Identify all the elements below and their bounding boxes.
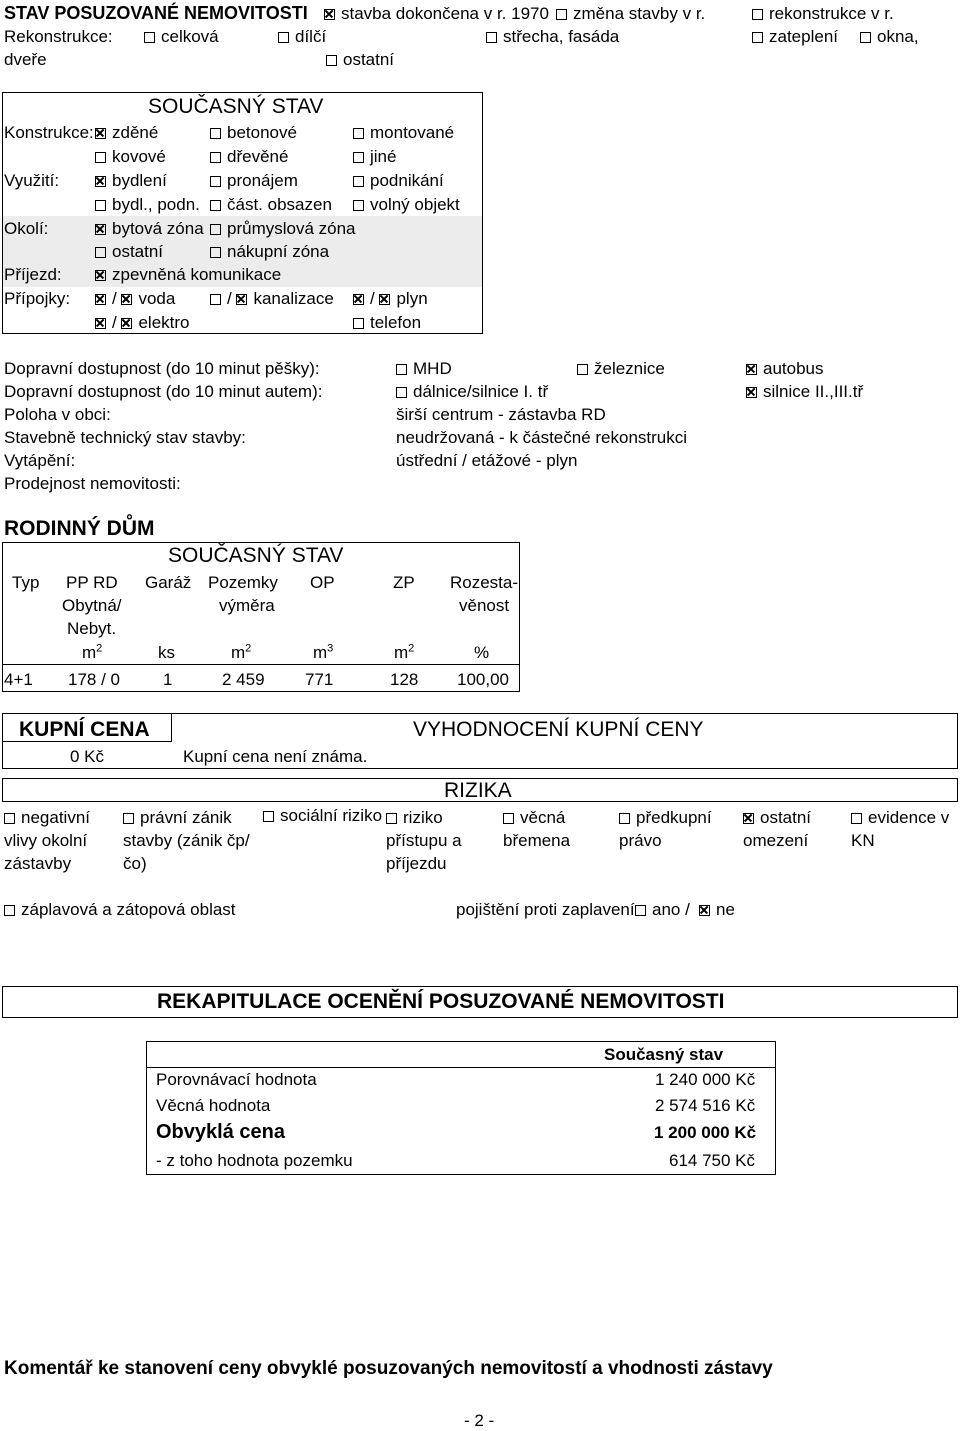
checkbox-icon[interactable] (486, 32, 497, 43)
rd-title: RODINNÝ DŮM (4, 517, 155, 540)
checkbox-icon[interactable] (353, 128, 364, 139)
okoli-label: Okolí: (4, 219, 49, 238)
walk-autobus[interactable]: autobus (746, 359, 824, 379)
okoli-prumyslova[interactable]: průmyslová zóna (210, 219, 356, 239)
checkbox-icon[interactable] (210, 294, 221, 305)
insurance-ne[interactable]: ne (699, 900, 735, 920)
checkbox-icon[interactable] (210, 176, 221, 187)
checkbox-icon[interactable] (326, 55, 337, 66)
rd-unit-roz: % (474, 643, 490, 662)
walk-label: Dopravní dostupnost (do 10 minut pěšky): (4, 359, 320, 378)
price-title: KUPNÍ CENA (19, 718, 150, 741)
pripojky-plyn[interactable]: / plyn (353, 289, 428, 309)
konstrukce-betonove[interactable]: betonové (210, 123, 297, 143)
risk-evidence-kn[interactable]: evidence v KN (851, 808, 950, 850)
risk-negativni[interactable]: negativní vlivy okolní zástavby (4, 808, 90, 873)
rek-celkova[interactable]: celková (144, 27, 219, 47)
rd-h-pprd: PP RD (66, 573, 118, 592)
checkbox-icon[interactable] (396, 387, 407, 398)
checked-checkbox-icon[interactable] (121, 318, 132, 329)
rd-h-zp: ZP (393, 573, 415, 592)
rd-unit-pprd: $m^2$ (82, 642, 103, 662)
checkbox-icon[interactable] (263, 811, 274, 822)
recap-label-porovnavaci: Porovnávací hodnota (156, 1070, 317, 1089)
rd-subtitle: SOUČASNÝ STAV (168, 544, 344, 567)
rd-h-pprd2: Obytná/ (62, 596, 122, 615)
stav-label: Stavebně technický stav stavby: (4, 428, 246, 447)
rd-h-op: OP (310, 573, 335, 592)
checkbox-icon[interactable] (278, 32, 289, 43)
car-silnice[interactable]: silnice II.,III.tř (746, 382, 863, 402)
page-number: - 2 - (464, 1411, 495, 1430)
rd-h-pprd3: Nebyt. (67, 619, 117, 638)
vyuziti-podnikani[interactable]: podnikání (353, 171, 444, 191)
rek-zatepleni[interactable]: zateplení (752, 27, 838, 47)
poloha-label: Poloha v obci: (4, 405, 111, 424)
recap-value-vecna: 2 574 516 Kč (655, 1096, 756, 1115)
vyuziti-bydleni[interactable]: bydlení (95, 171, 167, 191)
recap-label-pozemek: - z toho hodnota pozemku (156, 1151, 353, 1170)
risk-socialni[interactable]: sociální riziko (263, 806, 382, 826)
price-note: Kupní cena není známa. (183, 747, 368, 766)
checkbox-icon[interactable] (353, 176, 364, 187)
pripojky-elektro[interactable]: / elektro (95, 313, 190, 333)
checkbox-icon[interactable] (210, 152, 221, 163)
checkbox-icon[interactable] (210, 247, 221, 258)
checkbox-icon[interactable] (353, 152, 364, 163)
risk-pravni-zanik[interactable]: právní zánik stavby (zánik čp/čo) (123, 808, 250, 873)
rd-unit-pozemky: $m^2$ (231, 642, 252, 662)
price-divider (171, 713, 172, 741)
checkbox-icon[interactable] (577, 364, 588, 375)
vyuziti-cast-obsazen[interactable]: část. obsazen (210, 195, 332, 215)
checkbox-icon[interactable] (851, 813, 862, 824)
checked-checkbox-icon[interactable] (353, 294, 364, 305)
checkbox-icon[interactable] (386, 813, 397, 824)
pripojky-kanalizace[interactable]: / kanalizace (210, 289, 334, 309)
walk-mhd[interactable]: MHD (396, 359, 452, 379)
rd-v-garaz: 1 (163, 670, 173, 689)
rd-h-typ: Typ (12, 573, 40, 592)
checkbox-icon[interactable] (556, 9, 567, 20)
checkbox-icon[interactable] (123, 813, 134, 824)
checkbox-icon[interactable] (4, 813, 15, 824)
recap-title: REKAPITULACE OCENĚNÍ POSUZOVANÉ NEMOVITOSTI (157, 990, 725, 1013)
poloha-value: širší centrum - zástavba RD (396, 405, 606, 424)
car-dalnice[interactable]: dálnice/silnice I. tř (396, 382, 548, 402)
checkbox-icon[interactable] (619, 813, 630, 824)
checkbox-icon[interactable] (144, 32, 155, 43)
checkbox-icon[interactable] (210, 128, 221, 139)
prijezd-zpevnena[interactable]: zpevněná komunikace (95, 265, 281, 285)
rek-dvere-label: dveře (4, 50, 47, 69)
prodejnost-label: Prodejnost nemovitosti: (4, 474, 181, 493)
current-state-title: SOUČASNÝ STAV (148, 95, 324, 118)
checkbox-icon[interactable] (503, 813, 514, 824)
konstrukce-label: Konstrukce: (4, 123, 94, 142)
rek-ostatni[interactable]: ostatní (326, 50, 394, 70)
vyuziti-pronajem[interactable]: pronájem (210, 171, 298, 191)
checked-checkbox-icon[interactable] (746, 387, 757, 398)
completed-option[interactable]: stavba dokončena v r. 1970 (324, 4, 549, 24)
okoli-ostatni[interactable]: ostatní (95, 242, 163, 262)
rd-h-roz: Rozesta- (450, 573, 519, 592)
rd-h-garaz: Garáž (145, 573, 192, 592)
checkbox-icon[interactable] (95, 200, 106, 211)
konstrukce-drevene[interactable]: dřevěné (210, 147, 288, 167)
rd-v-roz: 100,00 (457, 670, 509, 689)
reconstructed-option[interactable]: rekonstrukce v r. (752, 4, 894, 24)
checkbox-icon[interactable] (860, 32, 871, 43)
risk-pristup[interactable]: riziko přístupu a příjezdu (386, 808, 462, 873)
okoli-nakupni[interactable]: nákupní zóna (210, 242, 329, 262)
rd-v-zp: 128 (390, 670, 419, 689)
risks-title: RIZIKA (444, 779, 512, 802)
rd-h-pozemky: Pozemky (208, 573, 278, 592)
checked-checkbox-icon[interactable] (95, 318, 106, 329)
risk-ostatni-omezeni[interactable]: ostatní omezení (743, 808, 812, 850)
checked-checkbox-icon[interactable] (95, 176, 106, 187)
prijezd-label: Příjezd: (4, 265, 62, 284)
checked-checkbox-icon[interactable] (236, 294, 247, 305)
checkbox-icon[interactable] (396, 364, 407, 375)
checkbox-icon[interactable] (95, 152, 106, 163)
rd-v-pozemky: 2 459 (222, 670, 265, 689)
risk-vecna-bremena[interactable]: věcná břemena (503, 808, 571, 850)
rek-dilci[interactable]: dílčí (278, 27, 326, 47)
rd-h-roz2: věnost (459, 596, 510, 615)
risk-predkupni[interactable]: předkupní právo (619, 808, 712, 850)
vyuziti-bydl-podn[interactable]: bydl., podn. (95, 195, 200, 215)
pripojky-telefon[interactable]: telefon (353, 313, 421, 333)
checked-checkbox-icon[interactable] (95, 224, 106, 235)
pripojky-label: Přípojky: (4, 289, 71, 308)
checked-checkbox-icon[interactable] (121, 294, 132, 305)
rd-v-op: 771 (305, 670, 334, 689)
price-eval-title: VYHODNOCENÍ KUPNÍ CENY (413, 718, 704, 741)
checkbox-icon[interactable] (95, 247, 106, 258)
konstrukce-montovane[interactable]: montované (353, 123, 454, 143)
comment-title: Komentář ke stanovení ceny obvyklé posuzovaných nemovitostí a vhodnosti zástavy (4, 1358, 773, 1379)
konstrukce-jine[interactable]: jiné (353, 147, 396, 167)
recap-col-header: Současný stav (604, 1045, 724, 1064)
recap-label-obvykla: Obvyklá cena (156, 1121, 285, 1143)
stav-value: neudržovaná - k částečné rekonstrukci (396, 428, 688, 447)
recap-value-porovnavaci: 1 240 000 Kč (655, 1070, 756, 1089)
rd-v-pprd: 178 / 0 (68, 670, 120, 689)
checked-checkbox-icon[interactable] (746, 364, 757, 375)
checked-checkbox-icon[interactable] (95, 270, 106, 281)
rek-okna[interactable]: okna, (860, 27, 919, 47)
checked-checkbox-icon[interactable] (743, 813, 754, 824)
vytapeni-label: Vytápění: (4, 451, 76, 470)
okoli-bytova[interactable]: bytová zóna (95, 219, 204, 239)
insurance-ano[interactable]: ano / (635, 900, 690, 920)
rd-unit-garaz: ks (158, 643, 175, 662)
walk-zeleznice[interactable]: železnice (577, 359, 665, 379)
car-label: Dopravní dostupnost (do 10 minut autem): (4, 382, 323, 401)
checkbox-icon[interactable] (752, 9, 763, 20)
recap-value-obvykla: 1 200 000 Kč (654, 1123, 757, 1142)
rd-divider (2, 664, 520, 665)
rd-unit-zp: $m^2$ (394, 642, 415, 662)
flood-option[interactable]: záplavová a zátopová oblast (4, 900, 236, 920)
rek-strecha[interactable]: střecha, fasáda (486, 27, 619, 47)
vyuziti-volny[interactable]: volný objekt (353, 195, 460, 215)
vytapeni-value: ústřední / etážové - plyn (396, 451, 578, 470)
recap-value-pozemek: 614 750 Kč (669, 1151, 756, 1170)
checkbox-icon[interactable] (752, 32, 763, 43)
insurance-label: pojištění proti zaplavení (456, 900, 635, 919)
recap-label-vecna: Věcná hodnota (156, 1096, 271, 1115)
rek-label: Rekonstrukce: (4, 27, 113, 46)
checked-checkbox-icon[interactable] (95, 128, 106, 139)
checked-checkbox-icon[interactable] (379, 294, 390, 305)
checkbox-icon[interactable] (353, 200, 364, 211)
pripojky-voda[interactable]: / voda (95, 289, 175, 309)
price-value: 0 Kč (70, 747, 105, 766)
checkbox-icon[interactable] (353, 318, 364, 329)
konstrukce-kovove[interactable]: kovové (95, 147, 166, 167)
checkbox-icon[interactable] (4, 905, 15, 916)
rd-v-typ: 4+1 (4, 670, 33, 689)
konstrukce-zdene[interactable]: zděné (95, 123, 158, 143)
page-title: STAV POSUZOVANÉ NEMOVITOSTI (4, 3, 308, 23)
checkbox-icon[interactable] (210, 200, 221, 211)
rd-h-pozemky2: výměra (219, 596, 275, 615)
checked-checkbox-icon[interactable] (324, 9, 335, 20)
checkbox-icon[interactable] (635, 905, 646, 916)
checkbox-icon[interactable] (210, 224, 221, 235)
recap-header-line (146, 1067, 776, 1068)
vyuziti-label: Využití: (4, 171, 60, 190)
rd-unit-op: $m^3$ (313, 642, 334, 662)
checked-checkbox-icon[interactable] (699, 905, 710, 916)
checked-checkbox-icon[interactable] (95, 294, 106, 305)
changed-option[interactable]: změna stavby v r. (556, 4, 705, 24)
